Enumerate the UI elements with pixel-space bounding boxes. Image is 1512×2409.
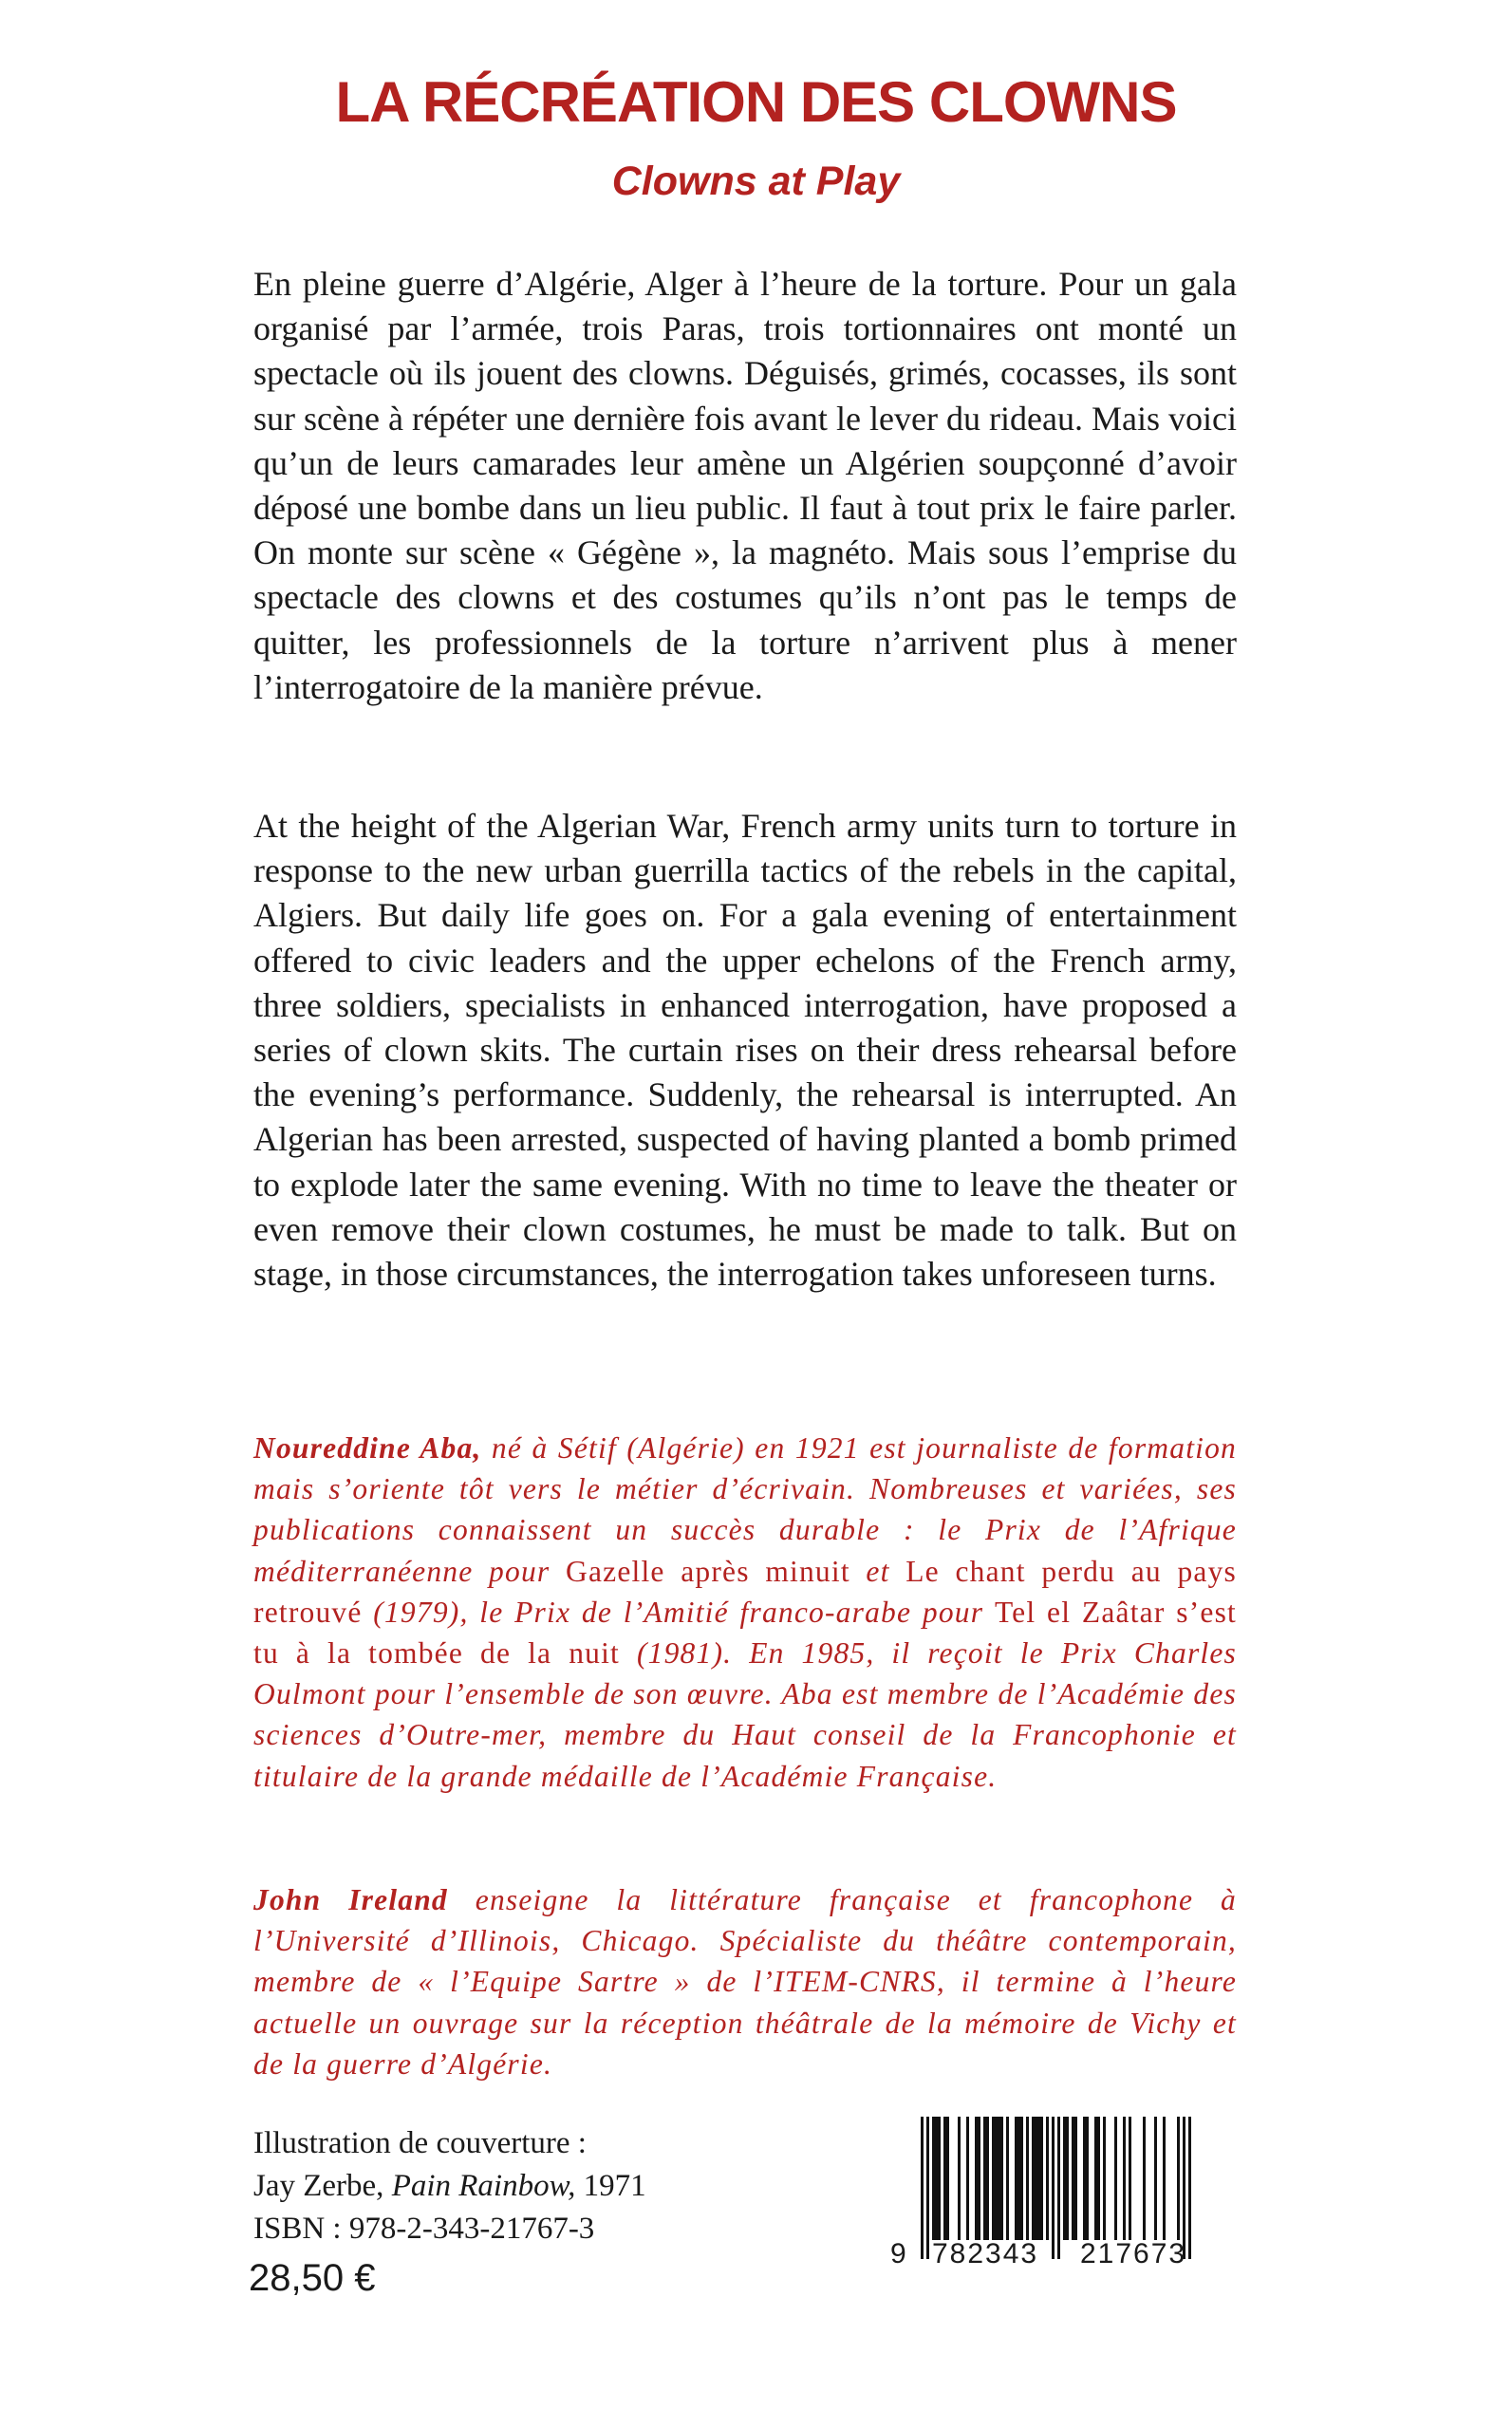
translator-name: John Ireland <box>253 1883 448 1916</box>
bio-text: enseigne la littérature française et francophone à l’Université d’Illinois, Chicago. Spécialiste du théâtre contemporain, membre de « l’Equipe Sartre » de l’ITEM-CNRS, il termine à l’heure actuelle un ouvrage sur la réception théâtrale de la mémoire de Vichy et de la guerre d’Algérie. <box>253 1883 1237 2081</box>
barcode-bar <box>1006 2117 1009 2240</box>
price: 28,50 € <box>249 2257 376 2299</box>
barcode-bar <box>986 2117 989 2240</box>
barcode-bar <box>1129 2117 1131 2240</box>
barcode-bar <box>978 2117 980 2240</box>
barcode-bar <box>995 2117 998 2240</box>
barcode-bar <box>1083 2117 1086 2240</box>
barcode-bar <box>975 2117 978 2240</box>
book-title-ref: Le chant perdu au pays retrouvé <box>253 1554 1237 1629</box>
book-subtitle: Clowns at Play <box>611 159 901 204</box>
barcode-bar <box>1123 2117 1126 2240</box>
bio-text: (1981). En 1985, il reçoit le Prix Charles Oulmont pour l’ensemble de son œuvre. Aba est membre de l’Académie des sciences d’Outre-mer, membre du Haut conseil de la Francophonie et titulaire de la grande médaille de l’Académie Française. <box>253 1636 1237 1793</box>
barcode-bar <box>1020 2117 1023 2240</box>
illustration-credit <box>253 2165 646 2208</box>
bio-text: né à Sétif (Algérie) en 1921 est journaliste de formation mais s’oriente tôt vers le métier d’écrivain. Nombreuses et variées, ses publications connaissent un succès durable : le Prix de l’Afrique méditerranéenne pour <box>253 1431 1237 1588</box>
book-title-ref: Gazelle après minuit <box>566 1554 850 1588</box>
artist-name: Jay Zerbe, <box>253 2169 392 2203</box>
barcode-bar <box>1000 2117 1003 2240</box>
bio-text: (1979), le Prix de l’Amitié franco-arabe pour <box>362 1595 995 1629</box>
summary-english: At the height of the Algerian War, French army units turn to torture in response to the new urban guerrilla tactics of the rebels in the capital, Algiers. But daily life goes on. For a gala evening of entertainment offered to civic leaders and the upper echelons of the French army, three soldiers, specialists in enhanced interrogation, have proposed a series of clown skits. The curtain rises on their dress rehearsal before the evening’s performance. Suddenly, the rehearsal is interrupted. An Algerian has been arrested, suspected of having planted a bomb primed to explode later the same evening. With no time to leave the theater or even remove their clown costumes, he must be made to talk. But on stage, in those circumstances, the interrogation takes unforeseen turns. <box>253 807 1237 1294</box>
author-bio-aba <box>253 1428 1237 1797</box>
barcode-bar <box>1017 2117 1020 2240</box>
barcode-bar <box>1143 2117 1146 2240</box>
artwork-title: Pain Rainbow, <box>391 2169 576 2203</box>
book-title: LA RÉCRÉATION DES CLOWNS <box>335 70 1177 134</box>
isbn: ISBN : 978-2-343-21767-3 <box>253 2212 595 2246</box>
barcode-bar <box>1074 2117 1077 2240</box>
illustration-label: Illustration de couverture : <box>253 2126 587 2160</box>
barcode-bar <box>958 2117 961 2240</box>
barcode-bar <box>1103 2117 1106 2240</box>
barcode-bar <box>1177 2117 1180 2240</box>
barcode-bar <box>1086 2117 1089 2240</box>
barcode-bar <box>935 2117 938 2240</box>
barcode-bar <box>1072 2117 1074 2240</box>
barcode-bar <box>1015 2117 1017 2240</box>
barcode-digits <box>890 2238 1232 2286</box>
barcode-bar <box>946 2117 949 2240</box>
barcode-bar <box>1163 2117 1166 2240</box>
barcode-bar <box>1037 2117 1040 2240</box>
barcode-bar <box>1097 2117 1100 2240</box>
summary-french: En pleine guerre d’Algérie, Alger à l’heure de la torture. Pour un gala organisé par l’armée, trois Paras, trois tortionnaires ont monté un spectacle où ils jouent des clowns. Déguisés, grimés, cocasses, ils sont sur scène à répéter une dernière fois avant le lever du rideau. Mais voici qu’un de leurs camarades leur amène un Algérien soupçonné d’avoir déposé une bombe dans un lieu public. Il faut à tout prix le faire parler. On monte sur scène « Gégène », la magnéto. Mais sous l’emprise du spectacle des clowns et des costumes qu’ils n’ont pas le temps de quitter, les professionnels de la torture n’arrivent plus à mener l’interrogatoire de la manière prévue. <box>253 265 1237 706</box>
barcode-bar <box>1046 2117 1049 2240</box>
barcode-bar <box>1040 2117 1043 2240</box>
barcode-bar <box>998 2117 1000 2240</box>
barcode-bar <box>932 2117 935 2240</box>
artwork-year: 1971 <box>575 2169 646 2203</box>
barcode-bar <box>1032 2117 1035 2240</box>
barcode-bar <box>1154 2117 1157 2240</box>
barcode-bar <box>1066 2117 1069 2240</box>
barcode-bar <box>943 2117 946 2240</box>
barcode-right-group: 217673 <box>1080 2238 1187 2269</box>
barcode-bar <box>1026 2117 1029 2240</box>
cover-credits <box>253 2122 646 2250</box>
barcode-bar <box>992 2117 995 2240</box>
barcode-left-group: 782343 <box>932 2238 1039 2269</box>
book-title-ref: Tel el Zaâtar s’est tu à la tombée de la nuit <box>253 1595 1237 1671</box>
bio-text: et <box>849 1554 906 1588</box>
barcode-bar <box>1035 2117 1037 2240</box>
barcode-bar <box>938 2117 941 2240</box>
translator-bio-ireland <box>253 1879 1237 2084</box>
barcode-bar <box>966 2117 969 2240</box>
barcode-bar <box>1114 2117 1117 2240</box>
barcode-bar <box>1094 2117 1097 2240</box>
barcode-bar <box>983 2117 986 2240</box>
barcode-lead-digit: 9 <box>890 2238 908 2269</box>
author-name: Noureddine Aba, <box>253 1431 482 1465</box>
barcode-bar <box>1063 2117 1066 2240</box>
